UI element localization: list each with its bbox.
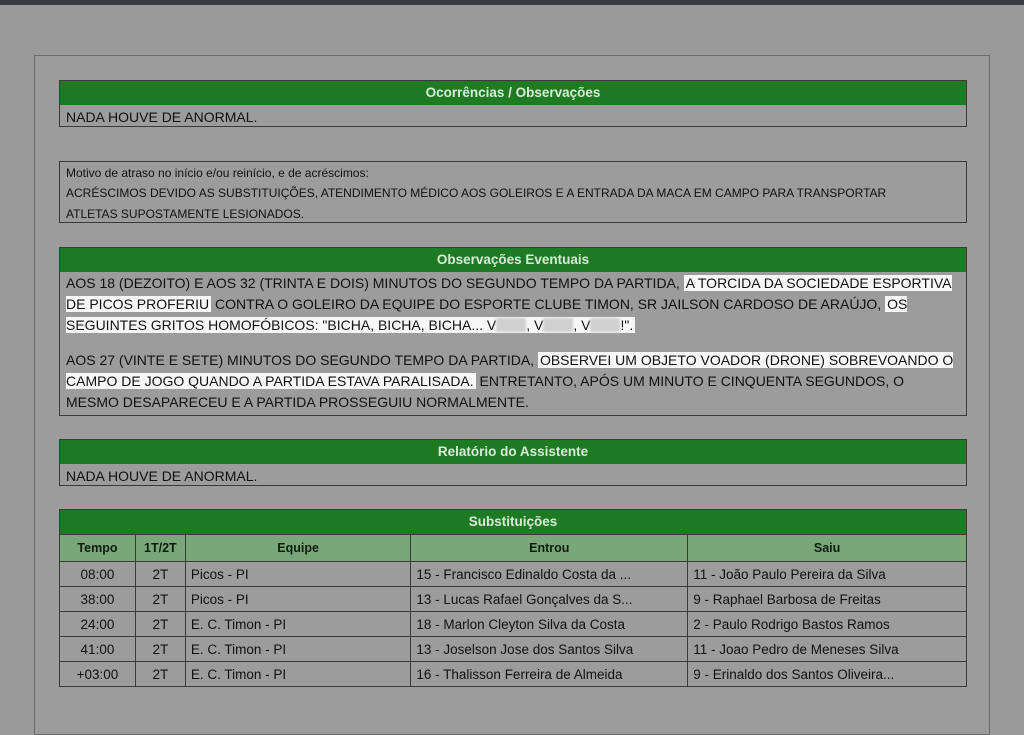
cell-entrou: 18 - Marlon Cleyton Silva da Costa [411, 612, 688, 637]
table-header-row [60, 535, 967, 562]
cell-entrou: 15 - Francisco Edinaldo Costa da ... [411, 562, 688, 587]
document-page [34, 55, 990, 735]
assistente-text: NADA HOUVE DE ANORMAL. [66, 468, 258, 484]
assistente-title: Relatório do Assistente [60, 440, 966, 464]
header-entrou: Entrou [411, 535, 688, 562]
cell-entrou: 13 - Lucas Rafael Gonçalves da S... [411, 587, 688, 612]
cell-periodo: 2T [135, 562, 185, 587]
cell-tempo: 08:00 [60, 562, 136, 587]
header-periodo: 1T/2T [135, 535, 185, 562]
cell-equipe: Picos - PI [185, 562, 411, 587]
observacoes-title: Observações Eventuais [60, 248, 966, 272]
observacoes-p2-text-c: ENTRETANTO, APÓS UM MINUTO E CINQUENTA SEGUNDOS, O MESMO DESAPARECEU E A PARTIDA PROSSEGUIU NORMALMENTE. [66, 373, 905, 410]
window-top-bar [0, 0, 1024, 5]
header-saiu: Saiu [688, 535, 967, 562]
observacoes-p1-d1: OS SEGUINTES GRITOS HOMOFÓBICOS: "BICHA, BICHA, BICHA... V [66, 296, 908, 333]
cell-equipe: Picos - PI [185, 587, 411, 612]
atraso-section [59, 161, 967, 223]
cell-periodo: 2T [135, 612, 185, 637]
cell-tempo: 38:00 [60, 587, 136, 612]
observacoes-p1-text-a: AOS 18 (DEZOITO) E AOS 32 (TRINTA E DOIS) MINUTOS DO SEGUNDO TEMPO DA PARTIDA, [66, 275, 684, 291]
cell-saiu: 11 - Joao Pedro de Meneses Silva [688, 637, 967, 662]
atraso-line-1: ACRÉSCIMOS DEVIDO AS SUBSTITUIÇÕES, ATENDIMENTO MÉDICO AOS GOLEIROS E A ENTRADA DA MACA EM CAMPO PARA TRANSPORTAR [66, 186, 887, 200]
observacoes-section [59, 247, 967, 416]
cell-equipe: E. C. Timon - PI [185, 612, 411, 637]
substituicoes-table [59, 534, 967, 687]
ocorrencias-section [59, 80, 967, 127]
ocorrencias-title: Ocorrências / Observações [60, 81, 966, 105]
observacoes-p1-d4: !". [620, 317, 634, 333]
cell-entrou: 16 - Thalisson Ferreira de Almeida [411, 662, 688, 687]
header-tempo: Tempo [60, 535, 136, 562]
cell-equipe: E. C. Timon - PI [185, 637, 411, 662]
assistente-section [59, 439, 967, 486]
cell-saiu: 9 - Erinaldo dos Santos Oliveira... [688, 662, 967, 687]
redaction-blur [543, 318, 573, 332]
redaction-blur [496, 318, 526, 332]
observacoes-paragraph-2 [60, 338, 966, 415]
cell-periodo: 2T [135, 587, 185, 612]
observacoes-p1-d3: , V [573, 317, 591, 333]
atraso-label: Motivo de atraso no início e/ou reinício, e de acréscimos: [66, 166, 369, 180]
atraso-line-2: ATLETAS SUPOSTAMENTE LESIONADOS. [66, 207, 305, 221]
observacoes-p2-text-a: AOS 27 (VINTE E SETE) MINUTOS DO SEGUNDO TEMPO DA PARTIDA, [66, 352, 538, 368]
table-row [60, 587, 967, 612]
ocorrencias-text: NADA HOUVE DE ANORMAL. [66, 109, 258, 125]
cell-equipe: E. C. Timon - PI [185, 662, 411, 687]
cell-tempo: +03:00 [60, 662, 136, 687]
header-equipe: Equipe [185, 535, 411, 562]
cell-saiu: 11 - João Paulo Pereira da Silva [688, 562, 967, 587]
observacoes-p1-highlight-b: A TORCIDA DA SOCIEDADE ESPORTIVA DE PICOS PROFERIU [66, 275, 952, 312]
table-row [60, 612, 967, 637]
cell-periodo: 2T [135, 637, 185, 662]
observacoes-p1-text-c: CONTRA O GOLEIRO DA EQUIPE DO ESPORTE CLUBE TIMON, SR JAILSON CARDOSO DE ARAÚJO, [211, 296, 886, 312]
observacoes-paragraph-1 [60, 272, 966, 338]
cell-tempo: 24:00 [60, 612, 136, 637]
observacoes-p1-d2: , V [526, 317, 544, 333]
cell-entrou: 13 - Joselson Jose dos Santos Silva [411, 637, 688, 662]
cell-tempo: 41:00 [60, 637, 136, 662]
cell-periodo: 2T [135, 662, 185, 687]
table-row [60, 637, 967, 662]
substituicoes-title: Substituições [59, 509, 967, 534]
table-row [60, 562, 967, 587]
table-row [60, 662, 967, 687]
observacoes-p2-highlight-b: OBSERVEI UM OBJETO VOADOR (DRONE) SOBREVOANDO O CAMPO DE JOGO QUANDO A PARTIDA ESTAVA PARALISADA. [66, 352, 954, 389]
redaction-blur [590, 318, 620, 332]
substituicoes-section [59, 509, 967, 689]
cell-saiu: 2 - Paulo Rodrigo Bastos Ramos [688, 612, 967, 637]
cell-saiu: 9 - Raphael Barbosa de Freitas [688, 587, 967, 612]
